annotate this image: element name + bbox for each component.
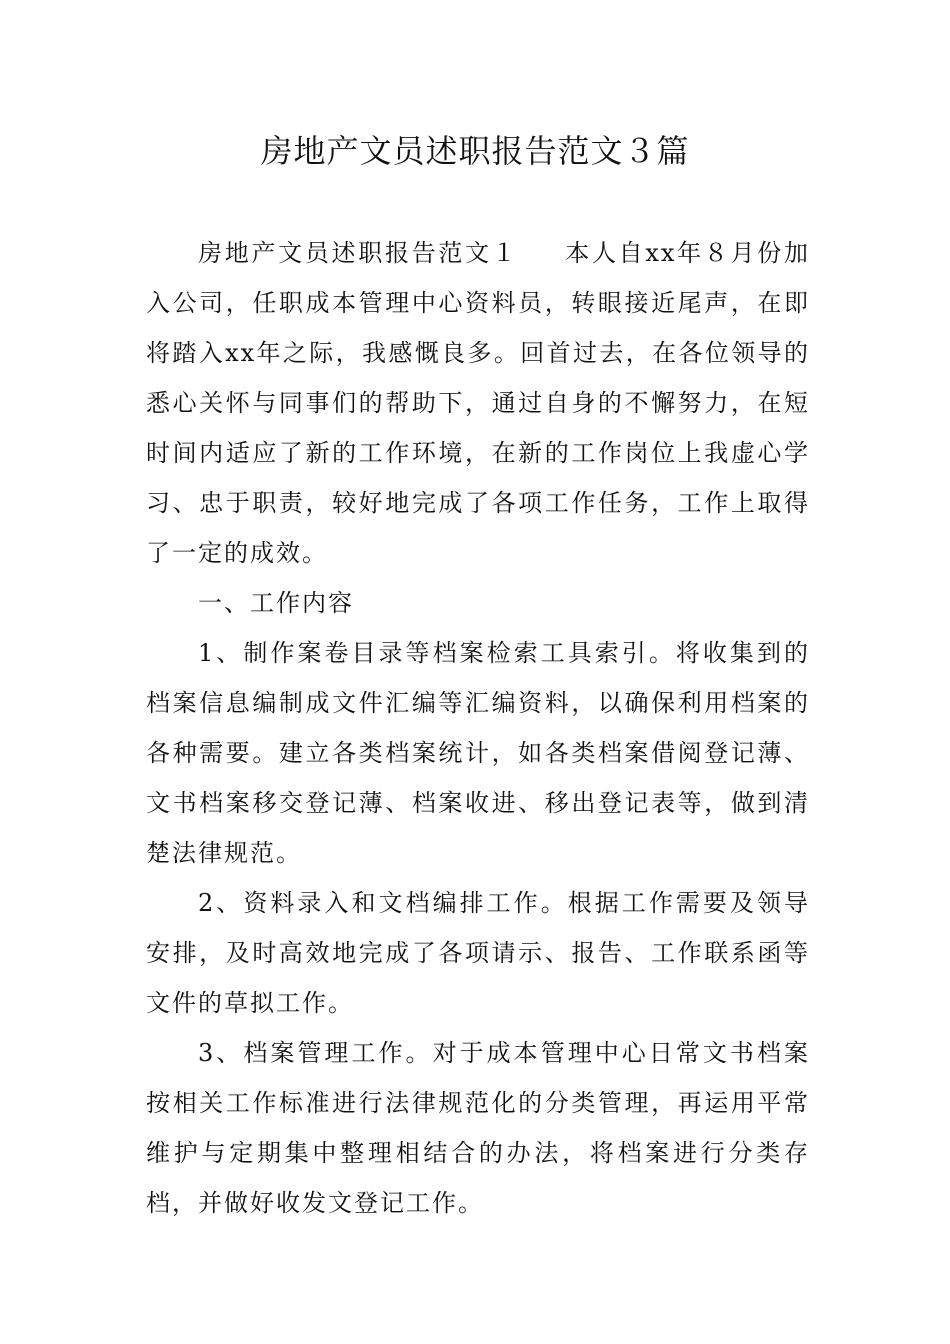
document-body: [146, 228, 810, 1228]
document-title: 房地产文员述职报告范文３篇: [260, 132, 690, 170]
intro-label: 房地产文员述职报告范文１: [198, 239, 519, 267]
section-heading: 一、工作内容: [198, 589, 354, 617]
list-item: 2、资料录入和文档编排工作。根据工作需要及领导安排，及时高效地完成了各项请示、报告、工作联系函等文件的草拟工作。: [146, 889, 810, 1017]
intro-text: 本人自xx年８月份加入公司，任职成本管理中心资料员，转眼接近尾声，在即将踏入xx年之际，我感慨良多。回首过去，在各位领导的悉心关怀与同事们的帮助下，通过自身的不懈努力，在短时间内适应了新的工作环境，在新的工作岗位上我虚心学习、忠于职责，较好地完成了各项工作任务，工作上取得了一定的成效。: [146, 239, 810, 567]
list-item: 1、制作案卷目录等档案检索工具索引。将收集到的档案信息编制成文件汇编等汇编资料，以确保利用档案的各种需要。建立各类档案统计，如各类档案借阅登记薄、文书档案移交登记薄、档案收进、移出登记表等，做到清楚法律规范。: [146, 639, 810, 867]
intro-paragraph: [146, 228, 810, 578]
list-item: 3、档案管理工作。对于成本管理中心日常文书档案按相关工作标准进行法律规范化的分类管理，再运用平常维护与定期集中整理相结合的办法，将档案进行分类存档，并做好收发文登记工作。: [146, 1039, 810, 1217]
